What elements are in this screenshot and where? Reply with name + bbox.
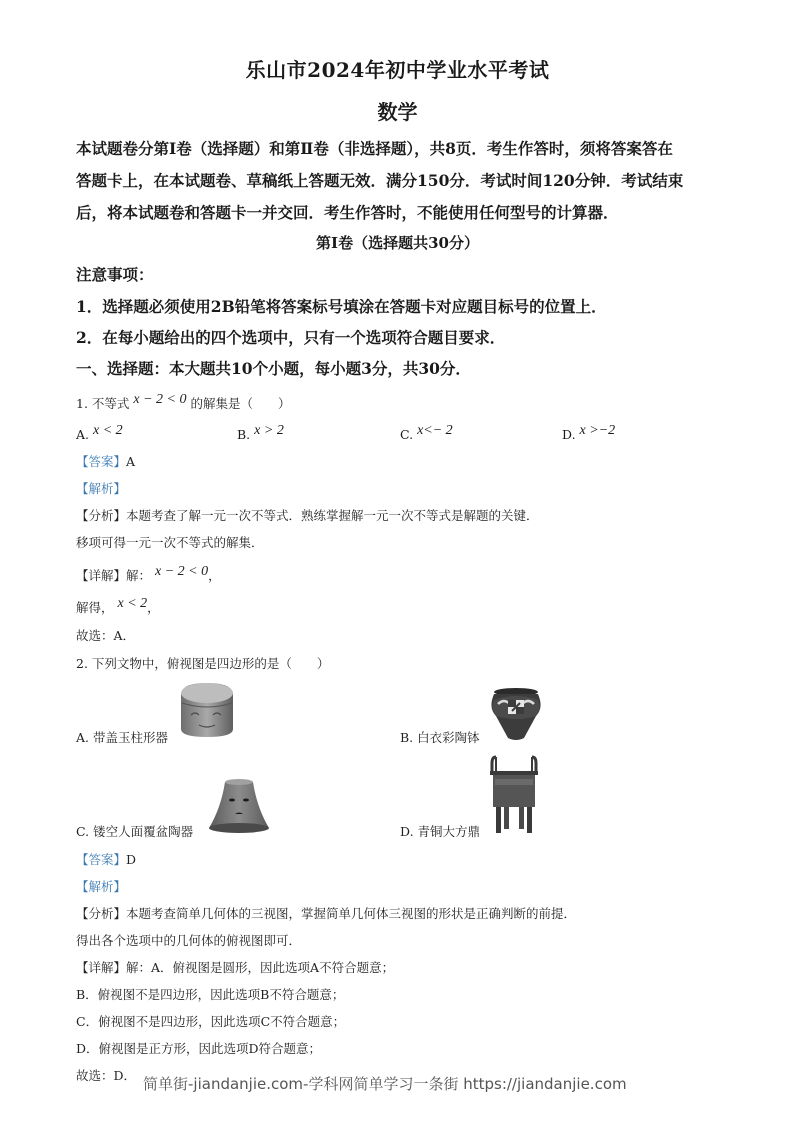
answer-value: D bbox=[126, 852, 137, 867]
section-title: 第Ⅰ卷（选择题共30分） bbox=[316, 234, 479, 252]
detail-text: 解：A．俯视图是圆形，因此选项A不符合题意； bbox=[126, 960, 395, 975]
answer-value: A bbox=[126, 454, 136, 469]
q2-choose: 故选：D． bbox=[76, 1068, 137, 1083]
solve-expression: x < 2 bbox=[117, 596, 148, 611]
q1-option-c bbox=[400, 423, 453, 444]
fenxi-text: 本题考查简单几何体的三视图，掌握简单几何体三视图的形状是正确判断的前提． bbox=[126, 906, 577, 921]
fenxi-text: 本题考查了解一元一次不等式．熟练掌握解一元一次不等式是解题的关键． bbox=[126, 508, 539, 523]
q1-solve bbox=[76, 598, 160, 617]
option-label: D. bbox=[562, 427, 576, 442]
q1-option-b bbox=[237, 423, 284, 444]
intro-line-2: 答题卡上，在本试题卷、草稿纸上答题无效．满分150分．考试时间120分钟．考试结束 bbox=[76, 171, 684, 190]
q2-detail-4: D．俯视图是正方形，因此选项D符合题意； bbox=[76, 1041, 322, 1056]
q1-fenxi-line2: 移项可得一元一次不等式的解集． bbox=[76, 535, 264, 550]
note-2: 2．在每小题给出的四个选项中，只有一个选项符合题目要求． bbox=[76, 328, 506, 347]
q2-option-d: D. 青铜大方鼎 bbox=[400, 824, 481, 839]
option-label: B. bbox=[237, 427, 251, 442]
q1-option-d bbox=[562, 423, 616, 444]
q1-suffix: 的解集是（ ） bbox=[190, 396, 291, 411]
q2-option-b: B. 白衣彩陶钵 bbox=[400, 730, 480, 745]
exam-title: 乐山市2024年初中学业水平考试 bbox=[245, 58, 550, 82]
option-value: x >−2 bbox=[579, 423, 616, 438]
q2-fenxi-line2: 得出各个选项中的几何体的俯视图即可． bbox=[76, 933, 302, 948]
comma: ， bbox=[147, 600, 160, 615]
q2-detail-3: C．俯视图不是四边形，因此选项C不符合题意； bbox=[76, 1014, 346, 1029]
detail-tag: 【详解】 bbox=[76, 568, 127, 583]
option-label: C. bbox=[400, 427, 414, 442]
q1-choose: 故选：A． bbox=[76, 628, 136, 643]
q1-expression: x − 2 < 0 bbox=[133, 392, 187, 407]
face-pottery-image bbox=[205, 778, 273, 836]
q1-stem bbox=[76, 394, 291, 413]
option-value: x < 2 bbox=[93, 423, 123, 438]
q2-option-c: C. 镂空人面覆盆陶器 bbox=[76, 824, 194, 839]
q1-fenxi bbox=[76, 506, 539, 524]
q1-analysis-tag: 【解析】 bbox=[76, 481, 127, 496]
q2-fenxi bbox=[76, 904, 576, 922]
solve-prefix: 解得， bbox=[76, 600, 114, 615]
q1-option-a bbox=[76, 423, 123, 444]
detail-tag: 【详解】 bbox=[76, 960, 127, 975]
painted-pottery-bowl-image bbox=[488, 686, 544, 742]
answer-tag: 【答案】 bbox=[76, 852, 127, 867]
note-1: 1．选择题必须使用2B铅笔将答案标号填涂在答题卡对应题目标号的位置上． bbox=[76, 297, 607, 316]
q1-detail bbox=[76, 566, 221, 585]
watermark-footer: 简单街-jiandanjie.com-学科网简单学习一条街 https://jiandanjie.com bbox=[143, 1075, 627, 1093]
notes-title: 注意事项： bbox=[76, 265, 154, 284]
option-label: A. bbox=[76, 427, 90, 442]
intro-line-3: 后，将本试题卷和答题卡一并交回．考生作答时，不能使用任何型号的计算器． bbox=[76, 203, 619, 222]
intro-line-1: 本试题卷分第Ⅰ卷（选择题）和第Ⅱ卷（非选择题），共8页．考生作答时，须将答案答在 bbox=[76, 139, 673, 158]
q1-prefix: 1. 不等式 bbox=[76, 396, 130, 411]
option-value: x > 2 bbox=[254, 423, 284, 438]
jade-cylinder-image bbox=[177, 681, 237, 739]
detail-prefix: 解： bbox=[126, 568, 152, 583]
detail-expression: x − 2 < 0 bbox=[155, 564, 209, 579]
q2-analysis-tag: 【解析】 bbox=[76, 879, 127, 894]
q2-detail-2: B．俯视图不是四边形，因此选项B不符合题意； bbox=[76, 987, 345, 1002]
fenxi-tag: 【分析】 bbox=[76, 508, 127, 523]
part-title: 一、选择题：本大题共10个小题，每小题3分，共30分． bbox=[76, 359, 471, 378]
exam-subject: 数学 bbox=[377, 100, 418, 124]
q2-detail-1 bbox=[76, 958, 394, 976]
bronze-ding-image bbox=[488, 755, 540, 837]
q2-answer bbox=[76, 850, 136, 868]
q2-option-a: A. 带盖玉柱形器 bbox=[76, 730, 168, 745]
option-value: x<− 2 bbox=[417, 423, 453, 438]
comma: ， bbox=[208, 568, 221, 583]
answer-tag: 【答案】 bbox=[76, 454, 127, 469]
q2-stem: 2. 下列文物中，俯视图是四边形的是（ ） bbox=[76, 656, 330, 671]
fenxi-tag: 【分析】 bbox=[76, 906, 127, 921]
q1-answer bbox=[76, 452, 135, 470]
